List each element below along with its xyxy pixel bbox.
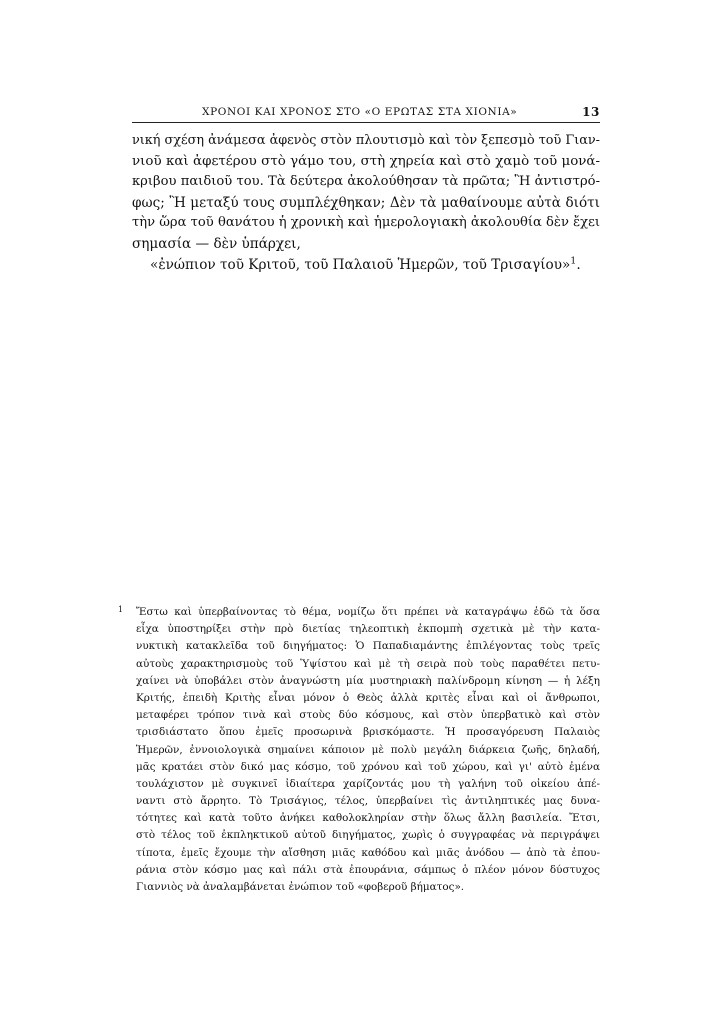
quotation-text: «ἐνώπιον τοῦ Κριτοῦ, τοῦ Παλαιοῦ Ἡμερῶν, τοῦ Τρισαγίου» — [150, 256, 571, 273]
footnote-marker: 1 — [118, 605, 124, 614]
quotation-line: «ἐνώπιον τοῦ Κριτοῦ, τοῦ Παλαιοῦ Ἡμερῶν, τοῦ Τρισαγίου»$^1$. — [150, 255, 581, 273]
footnote-line: στὸ τέλος τοῦ ἐκπληκτικοῦ αὐτοῦ διηγήματος, χωρὶς ὁ συγγραφέας νὰ περιγράψει — [136, 829, 600, 842]
running-title: ΧΡΟΝΟΙ ΚΑΙ ΧΡΟΝΟΣ ΣΤΟ «Ο ΕΡΩΤΑΣ ΣΤΑ ΧΙΟΝΙΑ» — [202, 106, 518, 118]
footnote-line: ναντι στὸ ἄρρητο. Τὸ Τρισάγιος, τέλος, ὑπερβαίνει τὶς ἀντιληπτικές μας δυνα- — [136, 795, 600, 808]
footnote-line: εἶχα ὑποστηρίξει στὴν πρὸ διετίας τηλεοπτικὴ ἐκπομπὴ σχετικὰ μὲ τὴν κατα- — [136, 623, 600, 636]
footnote-line: μᾶς κρατάει στὸν δικό μας κόσμο, τοῦ χρόνου καὶ τοῦ χώρου, καὶ γι' αὐτὸ ἐμένα — [136, 760, 600, 773]
body-line: σημασία — δὲν ὑπάρχει, — [132, 235, 301, 252]
body-line: κριβου παιδιοῦ του. Τὰ δεύτερα ἀκολούθησαν τὰ πρῶτα; Ἢ ἀντιστρό- — [132, 174, 600, 190]
footnote-reference: 1 — [570, 255, 577, 267]
body-line: τὴν ὥρα τοῦ θανάτου ἡ χρονικὴ καὶ ἡμερολογιακὴ ἀκολουθία δὲν ἔχει — [132, 215, 600, 231]
footnote-line: Κριτής, ἐπειδὴ Κριτὴς εἶναι μόνον ὁ Θεὸς ἀλλὰ κριτὲς εἶναι καὶ οἱ ἄνθρωποι, — [136, 691, 600, 704]
footnote-line: τίποτα, ἐμεῖς ἔχουμε τὴν αἴσθηση μιᾶς καθόδου καὶ μιᾶς ἀνόδου — ἀπὸ τὰ ἐπου- — [136, 846, 600, 859]
footnote-line: αὐτοὺς χαρακτηρισμοὺς τοῦ Ὑψίστου καὶ μὲ τὴ σειρὰ ποὺ τοὺς παραθέτει πετυ- — [136, 657, 600, 670]
footnote-text — [136, 604, 600, 896]
footnote-line: τότητες καὶ κατὰ τοῦτο ἀνήκει καθολοκληρίαν στὴν ὅλως ἄλλη βασιλεία. Ἔτσι, — [136, 812, 600, 825]
footnote-line: Ἔστω καὶ ὑπερβαίνοντας τὸ θέμα, νομίζω ὅτι πρέπει νὰ καταγράψω ἐδῶ τὰ ὅσα — [136, 606, 600, 618]
footnote-line: χαίνει νὰ ὑποβάλει στὸν ἀναγνώστη μία μυστηριακὴ παλίνδρομη κίνηση — ἡ λέξη — [136, 674, 600, 687]
body-text — [132, 131, 600, 275]
body-line: φως; Ἢ μεταξύ τους συμπλέχθηκαν; Δὲν τὰ μαθαίνουμε αὐτὰ διότι — [132, 194, 600, 211]
footnote-line: ράνια στὸν κόσμο μας καὶ πάλι στὰ ἐπουράνια, σάμπως ὁ πλέον μόνον δύστυχος — [136, 863, 600, 876]
footnote-line: τουλάχιστον μὲ συγκινεῖ ἰδιαίτερα χαρίζοντάς μου τὴ γαλήνη τοῦ οἰκείου ἀπέ- — [136, 777, 600, 790]
page-number: 13 — [582, 105, 600, 119]
footnote-line: Γιαννιὸς νὰ ἀναλαμβάνεται ἐνώπιον τοῦ «φοβεροῦ βήματος». — [136, 881, 465, 893]
footnote-line: μεταφέρει τρόπον τινὰ καὶ στοὺς δύο κόσμους, καὶ στὸν ὑπερβατικὸ καὶ στὸν — [136, 709, 600, 722]
footnote-line: Ἡμερῶν, ἐννοιολογικὰ σημαίνει κάποιον μὲ πολὺ μεγάλη διάρκεια ζωῆς, δηλαδή, — [136, 743, 600, 756]
body-line: νιοῦ καὶ ἀφετέρου στὸ γάμο του, στὴ χηρεία καὶ στὸ χαμὸ τοῦ μονά- — [132, 153, 600, 169]
footnote-line: νυκτικὴ κατακλεῖδα τοῦ διηγήματος: Ὁ Παπαδιαμάντης ἐπιλέγοντας τοὺς τρεῖς — [136, 640, 600, 653]
footnote-line: τρισδιάστατο ὅπου ἐμεῖς προσωρινὰ βρισκόμαστε. Ἡ προσαγόρευση Παλαιὸς — [136, 726, 600, 739]
body-line: νική σχέση ἀνάμεσα ἀφενὸς στὸν πλουτισμὸ καὶ τὸν ξεπεσμὸ τοῦ Γιαν- — [132, 133, 600, 148]
running-header — [132, 104, 600, 123]
